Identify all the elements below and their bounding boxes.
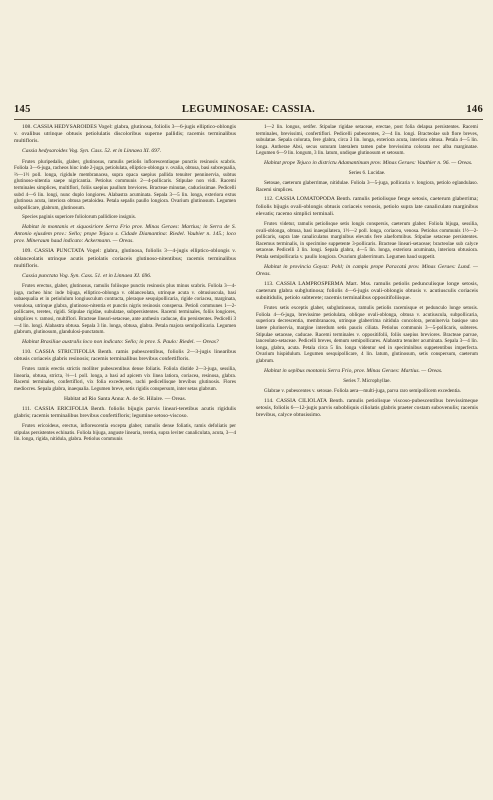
right-page-number: 146: [466, 104, 483, 115]
text-paragraph: Habitat prope Tejuco in districtu Adamantinum prov. Minas Geraes: Vauthier n. 96. — Oreas.: [264, 159, 473, 166]
text-paragraph: Frutex pluripedalis, glaber, glutinosus, ramulis petiolis inflorescentiaque punctis resinosis scabris. Foliola 3—6-juga, racheos hinc inde 2-juga, petiolulata, elliptico-oblonga v. ovalia, obtusa, basi subcequalia, ⅔—1½ poll. longa, rigidule membranacea, supra opaca saepius pallida tenuiter penninervia, subtus glutinoso-nitentia saepe nigricantia. Petiolus communis 2—4-pollicaris. Stipulae non vidi. Racemi terminales simplices, multiflori, foliis saepius paullum breviores. Bracteae minutae, caducissimae. Pedicelli subd 4—6 lin. longi, nunc duplo longiores. Alabastra acuminata. Sepala 3—5 lin. longa, exteriora extus glutinosa acuta, interiora obtusa petaloidea. Petala sepalis paullo longiora. Ovarium glutinosum. Legumen subpollicare, glabrum, glutinosum.: [14, 158, 236, 211]
text-paragraph: Glabrae v. pubescentes v. setosae. Foliola aera—multi-juga, parva raro semipollicem excedentia.: [264, 387, 461, 394]
text-paragraph: Habitat Brasiliae australis loco non indicato: Sello; in prov. S. Paulo: Riedel. — Oreas?: [22, 338, 219, 345]
text-paragraph: 114. CASSIA CILIOLATA Benth. ramulis petiolisque viscoso-pubescentibus brevissimeque setosis, foliolis 6—12-jugis parvis subobliquis ciliolatis glabris praeter costam subovenulis; racemis brevibus, calyce obtusissimo.: [256, 397, 478, 418]
text-paragraph: Cassia hedysaroides Vog. Syn. Cass. 52. et in Linnaea XI. 697.: [22, 148, 162, 155]
text-paragraph: 112. CASSIA LOMATOPODA Benth. ramulis petiolisque fenge setosis, caeterum glaberrima; foliolis bijugis ovali-oblongis obtusis coriaceis venosis, petiolo supra late canaliculato marginibus elevatis; racemo simplici terminali.: [256, 196, 478, 217]
text-paragraph: Frutex erectus, glaber, glutinosus, ramulis foliisque punctis resinosis plus minus scabris. Foliola 3—4-juga, racheo hinc inde bijuga, elliptico-oblonga v. oblanceolata, utrinque acuta v. obtusiuscula, basi subaequalia et in petiolulum longiusculum contracta, pleraque sesquipollicaria, rigide coriacea, marginata, venulosa, utrinque glabra, glutinoso-nitentia et punctis nigris resinosis conspersa. Petioli communes 1—2-pollicares, teretes, rigidi. Stipulae rigidae, subulatae, subpersistentes. Racemi terminales, foliis longiores, simplices v. ramosi, multiflori. Bracteae lineari-setaceae, ante anthesin caducae, diu persistentes. Pedicelli 3—4 lin. longi. Alabastra obtusa. Sepala 3 lin. longa, obtusa, glabra. Petala majora semipollicaria. Legumen glabrum, glutinosum, glandulosi-punctatum.: [14, 283, 236, 336]
text-paragraph: Frutex ramis erectis strictis molliter pubescentibus dense foliatis. Foliola distide 2—3-juga, sessilia, linearia, obtusa, stricta, ⅔—1 poll. longa, a basi ad apicem vix linea latiora, coriacea, resinosa, glabra. Racemi terminales, confertiflori, vix folia excedentes, rachi pedicellisque brevibus glutinosis. Flores mediocres. Sepala glabra, inaequalia. Legumen breve, setis rigidis conspersum, inter setas glabrum.: [14, 366, 236, 393]
text-paragraph: Series 6. Lucidae.: [348, 170, 386, 177]
left-column: [14, 124, 236, 792]
text-paragraph: 110. CASSIA STRICTIFOLIA Benth. ramis pubescentibus, foliolis 2—3-jugis linearibus obtusis coriaceis glabris resinosis; racemis terminalibus brevibus confertifloris.: [14, 348, 236, 363]
text-paragraph: Cassia punctata Vog. Syn. Cass. 51. et in Linnaea XI. 696.: [22, 272, 152, 279]
running-header: [14, 104, 483, 118]
header-rule: [14, 119, 483, 120]
text-paragraph: Habitat in provincia Goyaz: Pohl; in campis prope Paracatú prov. Minas Geraes: Lund. — Oreas.: [256, 263, 478, 277]
text-paragraph: Species paginis superiore foliolorum pallidiore insignis.: [22, 214, 137, 221]
text-paragraph: Frutex setis exceptis glaber, subglutinosus, ramulis petiolis racemisque et pedunculo longe setosis. Foliola 4—6-juga, brevissime petiolulata, oblique ovali-oblonga, obtusa v. acutiuscula, subpollicaria, superiora decrescentia, membranacea, utrinque glaberrima nitidula concolora, penninervia basique uno latere plurinervia, margine interdum setis paucis ciliata. Petiolus communis 3—5-pollicaris, subteres. Stipulae setaceae, caducae. Racemi terminales v. oppositifolii, foliis saepius breviores. Bracteae parvae, lanceolato-setaceae. Pedicelli breves, demum semipollicares. Alabastra tenuiter acuminata. Sepala 3—4 lin. longa, glabra, acuta. Petala circa 5 lin. longa videntur sed in speciminibus suppetentibus imperfecta. Ovarium hispidulum. Legumen sesquipollicare, 4 lin. latum, glutinosum, setis conspersum, caeterum glabrum.: [256, 305, 478, 365]
text-paragraph: Setosae, caeterum glaberrimae, nitidulae. Foliola 3—5-juga, pollicaria v. longiora, petiolo eglandulaso. Racemi simplices.: [256, 180, 478, 193]
text-paragraph: 1—2 lin. longus, setifer. Stipulae rigidae setaceae, erectae, post folia delapsa persistentes. Racemi terminales, brevissimi, confertiflori. Pedicelli pubescentes, 2—4 lin. longi. Bracteolae sub flore breves, subulatae. Sepala colorata, fere glabra, circa 3 lin. longa, exteriora acuta, interiora obtusa. Petala 4—5 lin. longa. Antherae Absi, secus suturam lateralem tamen pube brevissima colorata nec alba marginatae. Legumen 6—9 lin. longum, 3 lin. latum, undique glutinosum et setosum.: [256, 124, 478, 157]
text-paragraph: Frutex videtur, ramulis petiolisque setis longis conspersis, caeterum glaber. Foliola bijuga, sessilia, ovali-oblonga, obtusa, basi inaequilatera, 1½—2 poll. longa, coriacea, venosa. Petiolus communis 1½—2-pollicaris, supra late canaliculatus marginibus elevatis fere alaeformibus. Stipulae setaceae persistentes. Racemus terminalis, in specimine suppetente 3-pollicaris. Bracteae lineari-setaceae; bracteolae sub calyce setaceae. Pedicelli 3 lin. longi. Sepala glabra, 4—5 lin. longa, exteriora acuminata, interiora obtusiora. Petala semipollicaria v. paullo longiora. Ovarium glaberrimum. Legumen haud suppetit.: [256, 220, 478, 260]
text-paragraph: Habitat in sepibus montanis Serra Frio, prov. Minas Geraes: Martius. — Oreas.: [264, 367, 443, 374]
right-column: [256, 124, 478, 792]
running-title: LEGUMINOSAE: CASSIA.: [181, 104, 316, 115]
text-paragraph: Frutex ericoideus, erectus, inflorescentia excepta glaber, ramulis dense foliatis, ramis defoliatis per stipulas persistentes echinatis. Foliola bijuga, anguste linearia, teretia, supra leviter canaliculata, acuta, 3—4 lin. longa, rigida, nitidula, glabra. Petiolus communis: [14, 423, 236, 443]
text-paragraph: Habitat in montanis et siquosiriore Serra Frio prov. Minas Geraes: Martius; in Serra de S. Antonio ejusdem prov.: Sello; prope Tejuco s. Cidade Diamantina: Riedel. Vaubier n. 145.; loco prov. Mineraum haud indicato: Ackermann. — Oreas.: [14, 223, 236, 245]
text-paragraph: 111. CASSIA ERICIFOLIA Benth. foliolis bijugis parvis lineari-teretibus acutis rigidulis glabris; racemis terminalibus brevibus confertifloris; legumine setoso-viscoso.: [14, 405, 236, 419]
text-paragraph: Habitat ad Rio Santa Anna: A. de St. Hilaire. — Oreas.: [63, 395, 186, 402]
text-paragraph: Series 7. Microphyllae.: [343, 377, 391, 384]
text-paragraph: 113. CASSIA LAMPROSPERMA Mart. Mss. ramulis petiolis pedunculisque longe setosis, caeterum glabra subglutinosa; foliolis 4—6-jugis ovali-oblongis obtusis v. acutiusculis coriaceis subnitidulis, petiolo subterete; racemis terminalibus oppositifoliisque.: [256, 280, 478, 302]
text-paragraph: 108. CASSIA HEDYSAROIDES Vogel: glabra, glutinosa, foliolis 3—6-jugis elliptico-oblongis v. ovalibus utrinque obtusis petiolulatis discoloribus superne pallidis; racemis terminalibus multifloris.: [14, 124, 236, 145]
left-page-number: 145: [14, 104, 31, 115]
text-paragraph: 109. CASSIA PUNCTATA Vogel: glabra, glutinosa, foliolis 3—4-jugis elliptico-oblongis v. oblanceolatis utrinque acutis petiolatis coriaceis glutinoso-nitentibus; racemis terminalibus multifloris.: [14, 248, 236, 269]
